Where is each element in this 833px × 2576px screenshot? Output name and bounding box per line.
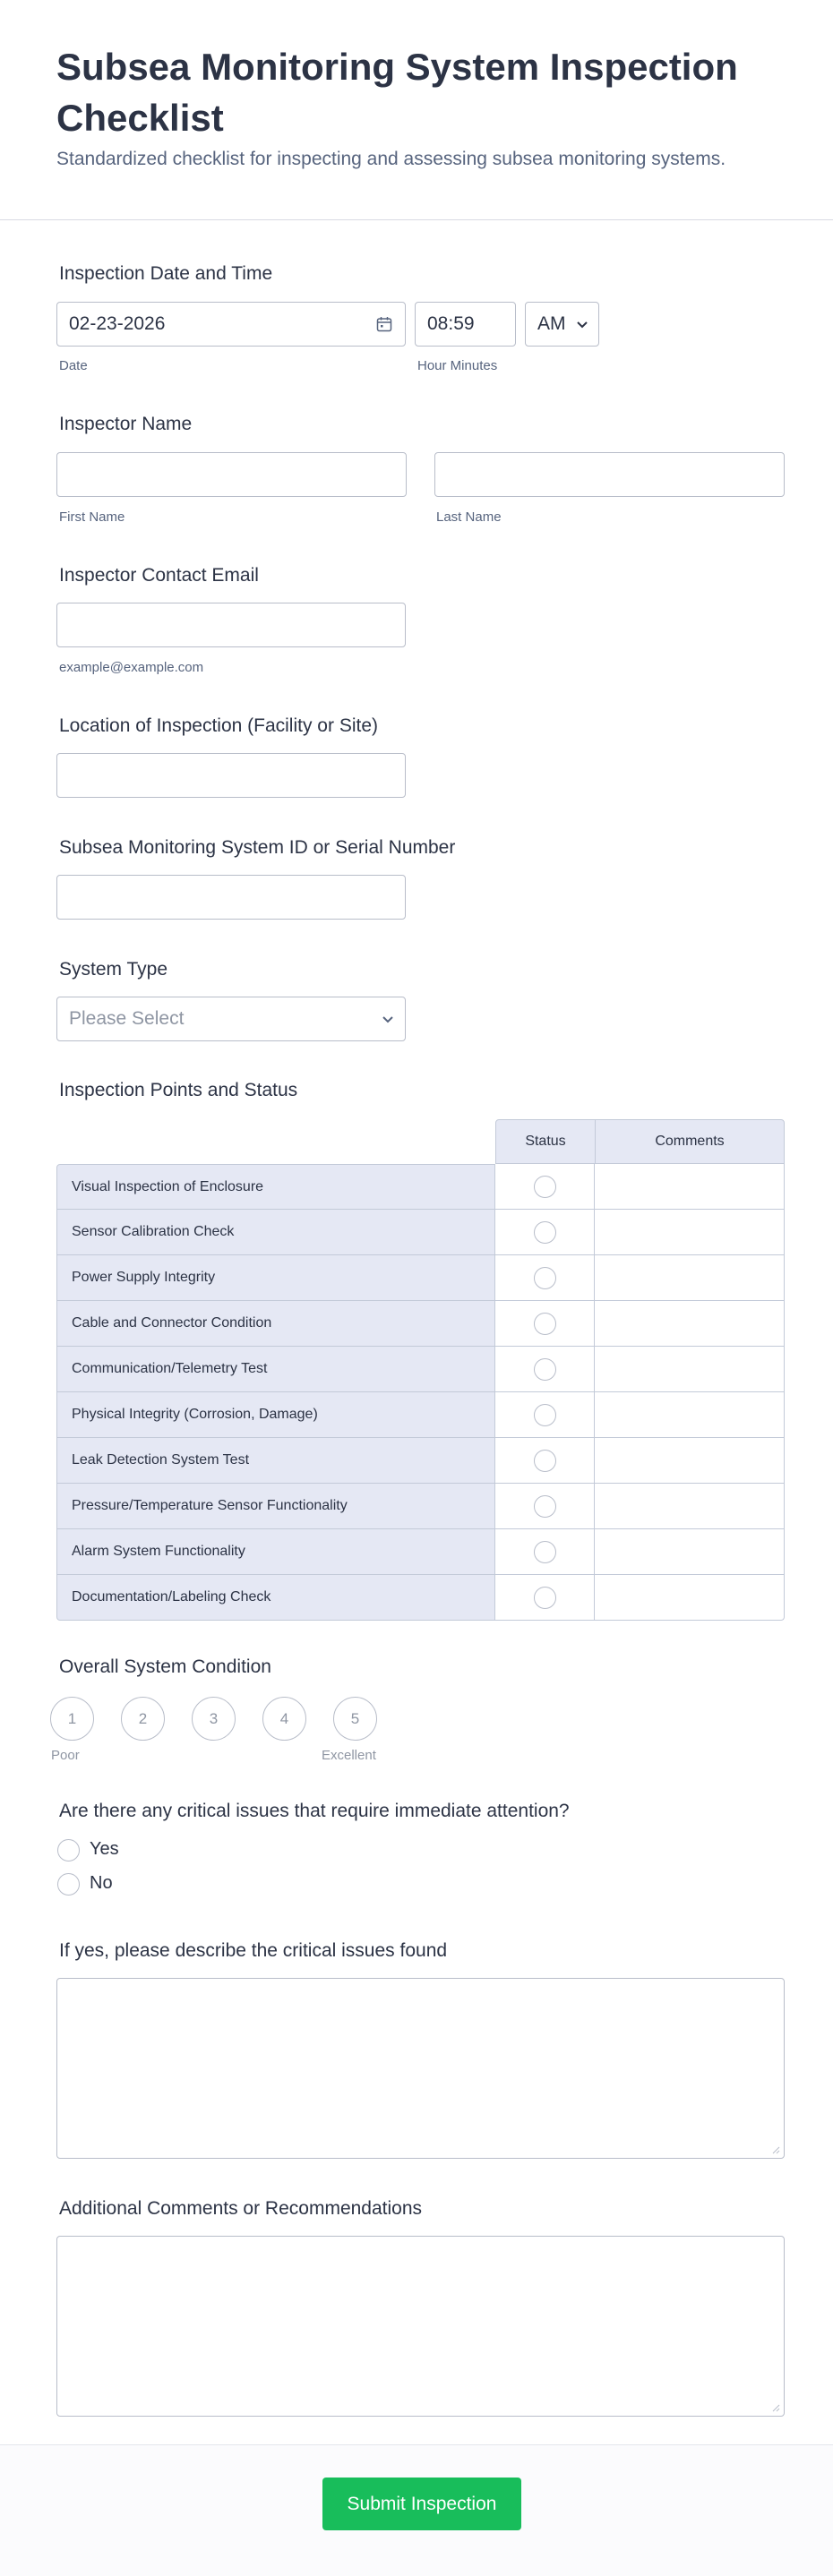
matrix-status-cell xyxy=(495,1347,595,1392)
matrix-row xyxy=(56,1575,785,1621)
last-name-input[interactable] xyxy=(434,452,785,497)
contact-email-label: Inspector Contact Email xyxy=(59,565,259,586)
matrix-comment-input[interactable] xyxy=(595,1484,785,1529)
chevron-down-icon xyxy=(382,1015,394,1024)
matrix-status-cell xyxy=(495,1438,595,1484)
time-value: 08:59 xyxy=(427,313,475,334)
matrix-row-label: Alarm System Functionality xyxy=(56,1529,495,1575)
matrix-status-cell xyxy=(495,1301,595,1347)
matrix-row-label: Visual Inspection of Enclosure xyxy=(56,1164,495,1210)
status-radio[interactable] xyxy=(534,1176,556,1198)
matrix-row-label: Documentation/Labeling Check xyxy=(56,1575,495,1621)
form-header xyxy=(0,0,833,220)
critical-description-label: If yes, please describe the critical issues found xyxy=(59,1940,448,1961)
matrix-row xyxy=(56,1255,785,1301)
status-radio[interactable] xyxy=(534,1495,556,1518)
matrix-row-label: Physical Integrity (Corrosion, Damage) xyxy=(56,1392,495,1438)
system-type-label: System Type xyxy=(59,959,167,980)
matrix-row-label: Cable and Connector Condition xyxy=(56,1301,495,1347)
calendar-icon[interactable] xyxy=(376,316,392,332)
matrix-status-cell xyxy=(495,1255,595,1301)
rating-2[interactable]: 2 xyxy=(121,1697,165,1741)
system-type-select[interactable] xyxy=(56,997,406,1041)
status-radio[interactable] xyxy=(534,1541,556,1563)
chevron-down-icon xyxy=(576,321,588,329)
email-sublabel: example@example.com xyxy=(59,660,204,675)
date-input[interactable] xyxy=(56,302,406,347)
status-radio[interactable] xyxy=(534,1587,556,1609)
submit-button[interactable]: Submit Inspection xyxy=(322,2478,521,2530)
system-id-input[interactable] xyxy=(56,875,406,920)
status-radio[interactable] xyxy=(534,1267,556,1289)
matrix-row-label: Communication/Telemetry Test xyxy=(56,1347,495,1392)
status-radio[interactable] xyxy=(534,1221,556,1244)
system-id-label: Subsea Monitoring System ID or Serial Number xyxy=(59,837,456,858)
matrix-comment-input[interactable] xyxy=(595,1255,785,1301)
matrix-row-label: Power Supply Integrity xyxy=(56,1255,495,1301)
additional-comments-label: Additional Comments or Recommendations xyxy=(59,2198,423,2219)
form-subtitle: Standardized checklist for inspecting and assessing subsea monitoring systems. xyxy=(56,149,726,169)
matrix-header-comments: Comments xyxy=(595,1119,785,1164)
matrix-row xyxy=(56,1484,785,1529)
resize-handle-icon[interactable] xyxy=(771,2403,780,2412)
radio-yes[interactable] xyxy=(57,1839,80,1861)
matrix-status-cell xyxy=(495,1575,595,1621)
first-name-sublabel: First Name xyxy=(59,509,125,525)
additional-comments-textarea[interactable] xyxy=(56,2236,785,2417)
matrix-row xyxy=(56,1210,785,1255)
date-sublabel: Date xyxy=(59,358,88,373)
matrix-comment-input[interactable] xyxy=(595,1347,785,1392)
rating-3[interactable]: 3 xyxy=(192,1697,236,1741)
overall-condition-label: Overall System Condition xyxy=(59,1656,271,1677)
email-input[interactable] xyxy=(56,603,406,647)
matrix-header-status: Status xyxy=(495,1119,596,1164)
matrix-comment-input[interactable] xyxy=(595,1210,785,1255)
location-input[interactable] xyxy=(56,753,406,798)
date-value: 02-23-2026 xyxy=(69,313,166,334)
status-radio[interactable] xyxy=(534,1313,556,1335)
form-title: Subsea Monitoring System Inspection Checklist xyxy=(56,46,738,139)
first-name-input[interactable] xyxy=(56,452,407,497)
ampm-select[interactable] xyxy=(525,302,599,347)
status-radio[interactable] xyxy=(534,1450,556,1472)
critical-issues-label: Are there any critical issues that require immediate attention? xyxy=(59,1801,570,1821)
ampm-value: AM xyxy=(537,313,566,334)
matrix-row-label: Leak Detection System Test xyxy=(56,1438,495,1484)
time-sublabel: Hour Minutes xyxy=(417,358,498,373)
matrix-status-cell xyxy=(495,1484,595,1529)
critical-description-textarea[interactable] xyxy=(56,1978,785,2159)
resize-handle-icon[interactable] xyxy=(771,2145,780,2154)
matrix-row xyxy=(56,1392,785,1438)
matrix-comment-input[interactable] xyxy=(595,1392,785,1438)
inspection-datetime-label: Inspection Date and Time xyxy=(59,263,273,284)
matrix-comment-input[interactable] xyxy=(595,1575,785,1621)
radio-no-label[interactable]: No xyxy=(90,1873,113,1893)
matrix-status-cell xyxy=(495,1210,595,1255)
matrix-status-cell xyxy=(495,1164,595,1210)
inspection-points-label: Inspection Points and Status xyxy=(59,1080,298,1100)
matrix-status-cell xyxy=(495,1529,595,1575)
matrix-row xyxy=(56,1164,785,1210)
rating-5[interactable]: 5 xyxy=(333,1697,377,1741)
rating-low-label: Poor xyxy=(51,1748,80,1763)
rating-1[interactable]: 1 xyxy=(50,1697,94,1741)
inspector-name-label: Inspector Name xyxy=(59,414,193,434)
status-radio[interactable] xyxy=(534,1358,556,1381)
rating-high-label: Excellent xyxy=(322,1748,376,1763)
matrix-comment-input[interactable] xyxy=(595,1301,785,1347)
matrix-row xyxy=(56,1301,785,1347)
radio-yes-label[interactable]: Yes xyxy=(90,1839,119,1859)
last-name-sublabel: Last Name xyxy=(436,509,502,525)
matrix-comment-input[interactable] xyxy=(595,1529,785,1575)
rating-4[interactable]: 4 xyxy=(262,1697,306,1741)
matrix-row xyxy=(56,1347,785,1392)
system-type-placeholder: Please Select xyxy=(69,1008,185,1029)
radio-no[interactable] xyxy=(57,1873,80,1896)
matrix-row-label: Sensor Calibration Check xyxy=(56,1210,495,1255)
matrix-comment-input[interactable] xyxy=(595,1164,785,1210)
matrix-comment-input[interactable] xyxy=(595,1438,785,1484)
location-label: Location of Inspection (Facility or Site) xyxy=(59,715,378,736)
time-input[interactable] xyxy=(415,302,516,347)
matrix-row-label: Pressure/Temperature Sensor Functionality xyxy=(56,1484,495,1529)
matrix-row xyxy=(56,1529,785,1575)
matrix-row xyxy=(56,1438,785,1484)
status-radio[interactable] xyxy=(534,1404,556,1426)
matrix-status-cell xyxy=(495,1392,595,1438)
